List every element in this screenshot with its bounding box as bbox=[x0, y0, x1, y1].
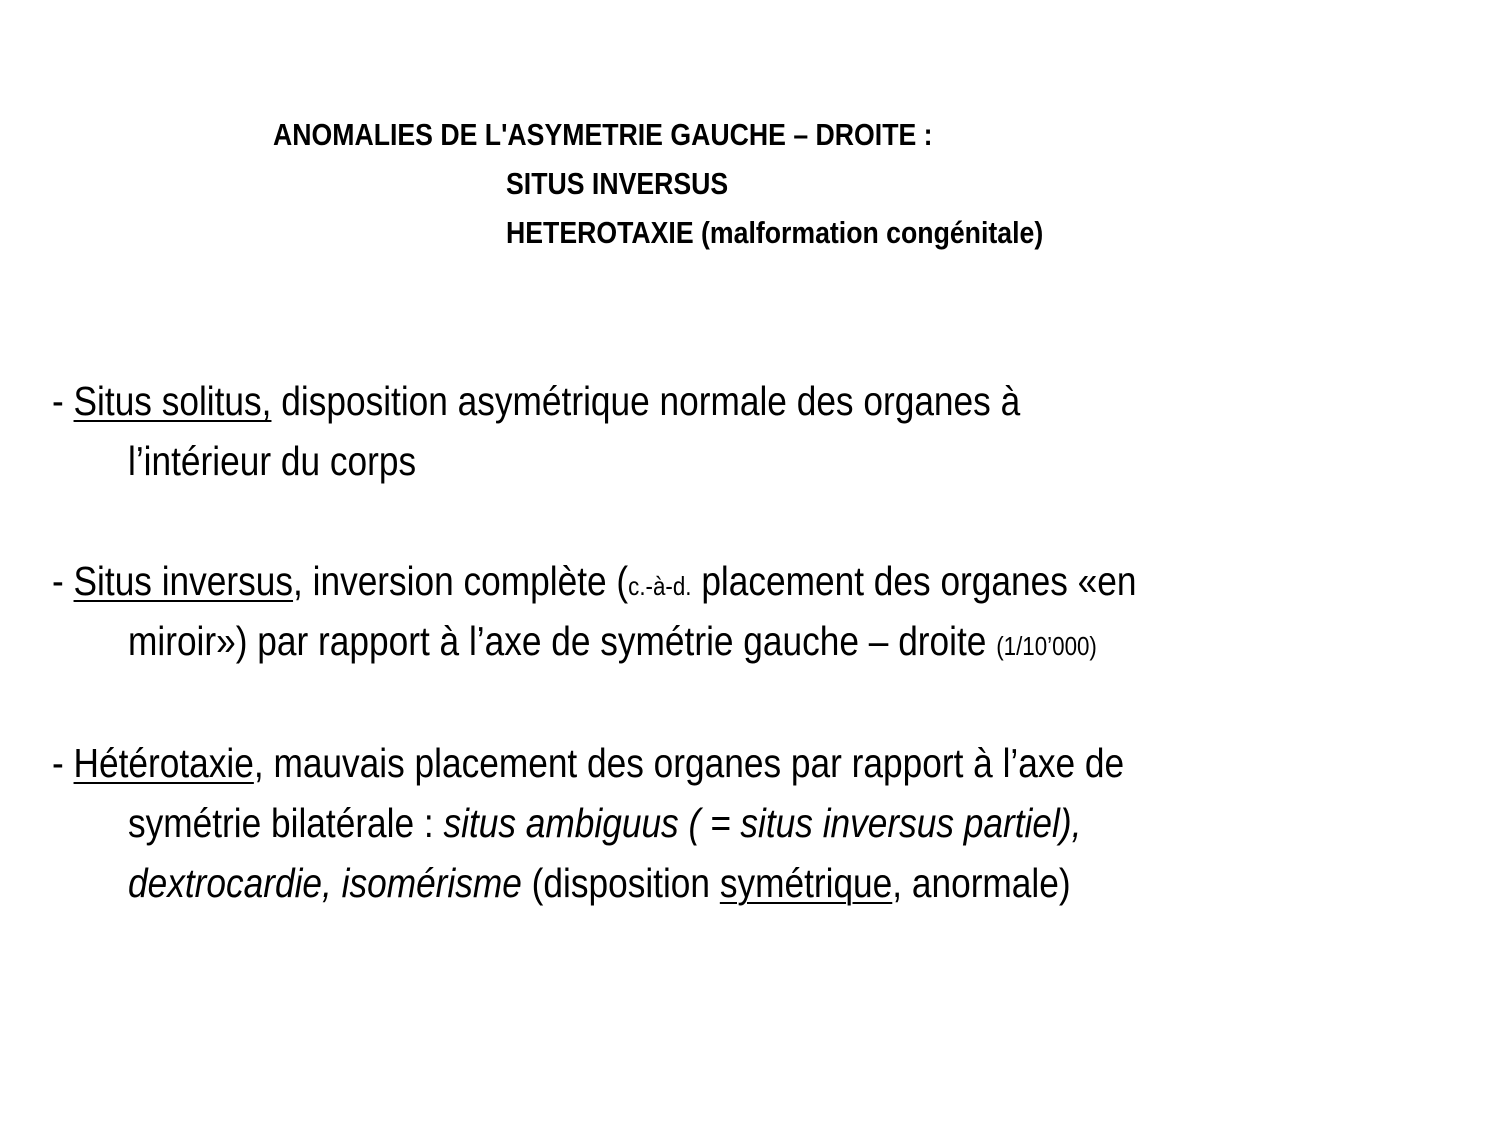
slide-title-line-3: HETEROTAXIE (malformation congénitale) bbox=[506, 215, 1044, 250]
abbreviation: c.-à-d. bbox=[628, 571, 692, 601]
bullet-text: placement des organes «en bbox=[691, 558, 1137, 604]
term-heterotaxie: Hétérotaxie bbox=[73, 740, 254, 786]
term-situs-solitus: Situs solitus, bbox=[73, 378, 272, 424]
bullet-situs-inversus bbox=[52, 558, 1136, 605]
bullet-heterotaxie-continuation-2 bbox=[128, 860, 1071, 907]
italic-text: dextrocardie, isomérisme bbox=[128, 860, 522, 906]
bullet-situs-solitus bbox=[52, 378, 1020, 425]
bullet-heterotaxie bbox=[52, 740, 1124, 787]
bullet-situs-solitus-continuation: l’intérieur du corps bbox=[128, 438, 417, 484]
slide-title-line-2: SITUS INVERSUS bbox=[506, 166, 729, 201]
bullet-text: (disposition bbox=[521, 860, 720, 906]
italic-text: situs ambiguus ( = situs inversus partiel), bbox=[443, 800, 1082, 846]
bullet-text: miroir») par rapport à l’axe de symétrie gauche – droite bbox=[128, 618, 997, 664]
bullet-text: disposition asymétrique normale des organes à bbox=[271, 378, 1021, 424]
bullet-text: , inversion complète ( bbox=[293, 558, 629, 604]
term-situs-inversus: Situs inversus bbox=[73, 558, 294, 604]
bullet-text: symétrie bilatérale : bbox=[128, 800, 444, 846]
bullet-dash: - bbox=[52, 558, 74, 604]
bullet-dash: - bbox=[52, 740, 74, 786]
underlined-symetrique: symétrique bbox=[719, 860, 893, 906]
bullet-text: , mauvais placement des organes par rapport à l’axe de bbox=[253, 740, 1125, 786]
bullet-text: , anormale) bbox=[892, 860, 1071, 906]
bullet-situs-inversus-continuation bbox=[128, 618, 1097, 665]
bullet-heterotaxie-continuation-1 bbox=[128, 800, 1081, 847]
frequency-note: (1/10’000) bbox=[996, 631, 1097, 661]
slide-title-line-1: ANOMALIES DE L'ASYMETRIE GAUCHE – DROITE : bbox=[273, 117, 933, 152]
bullet-dash: - bbox=[52, 378, 74, 424]
